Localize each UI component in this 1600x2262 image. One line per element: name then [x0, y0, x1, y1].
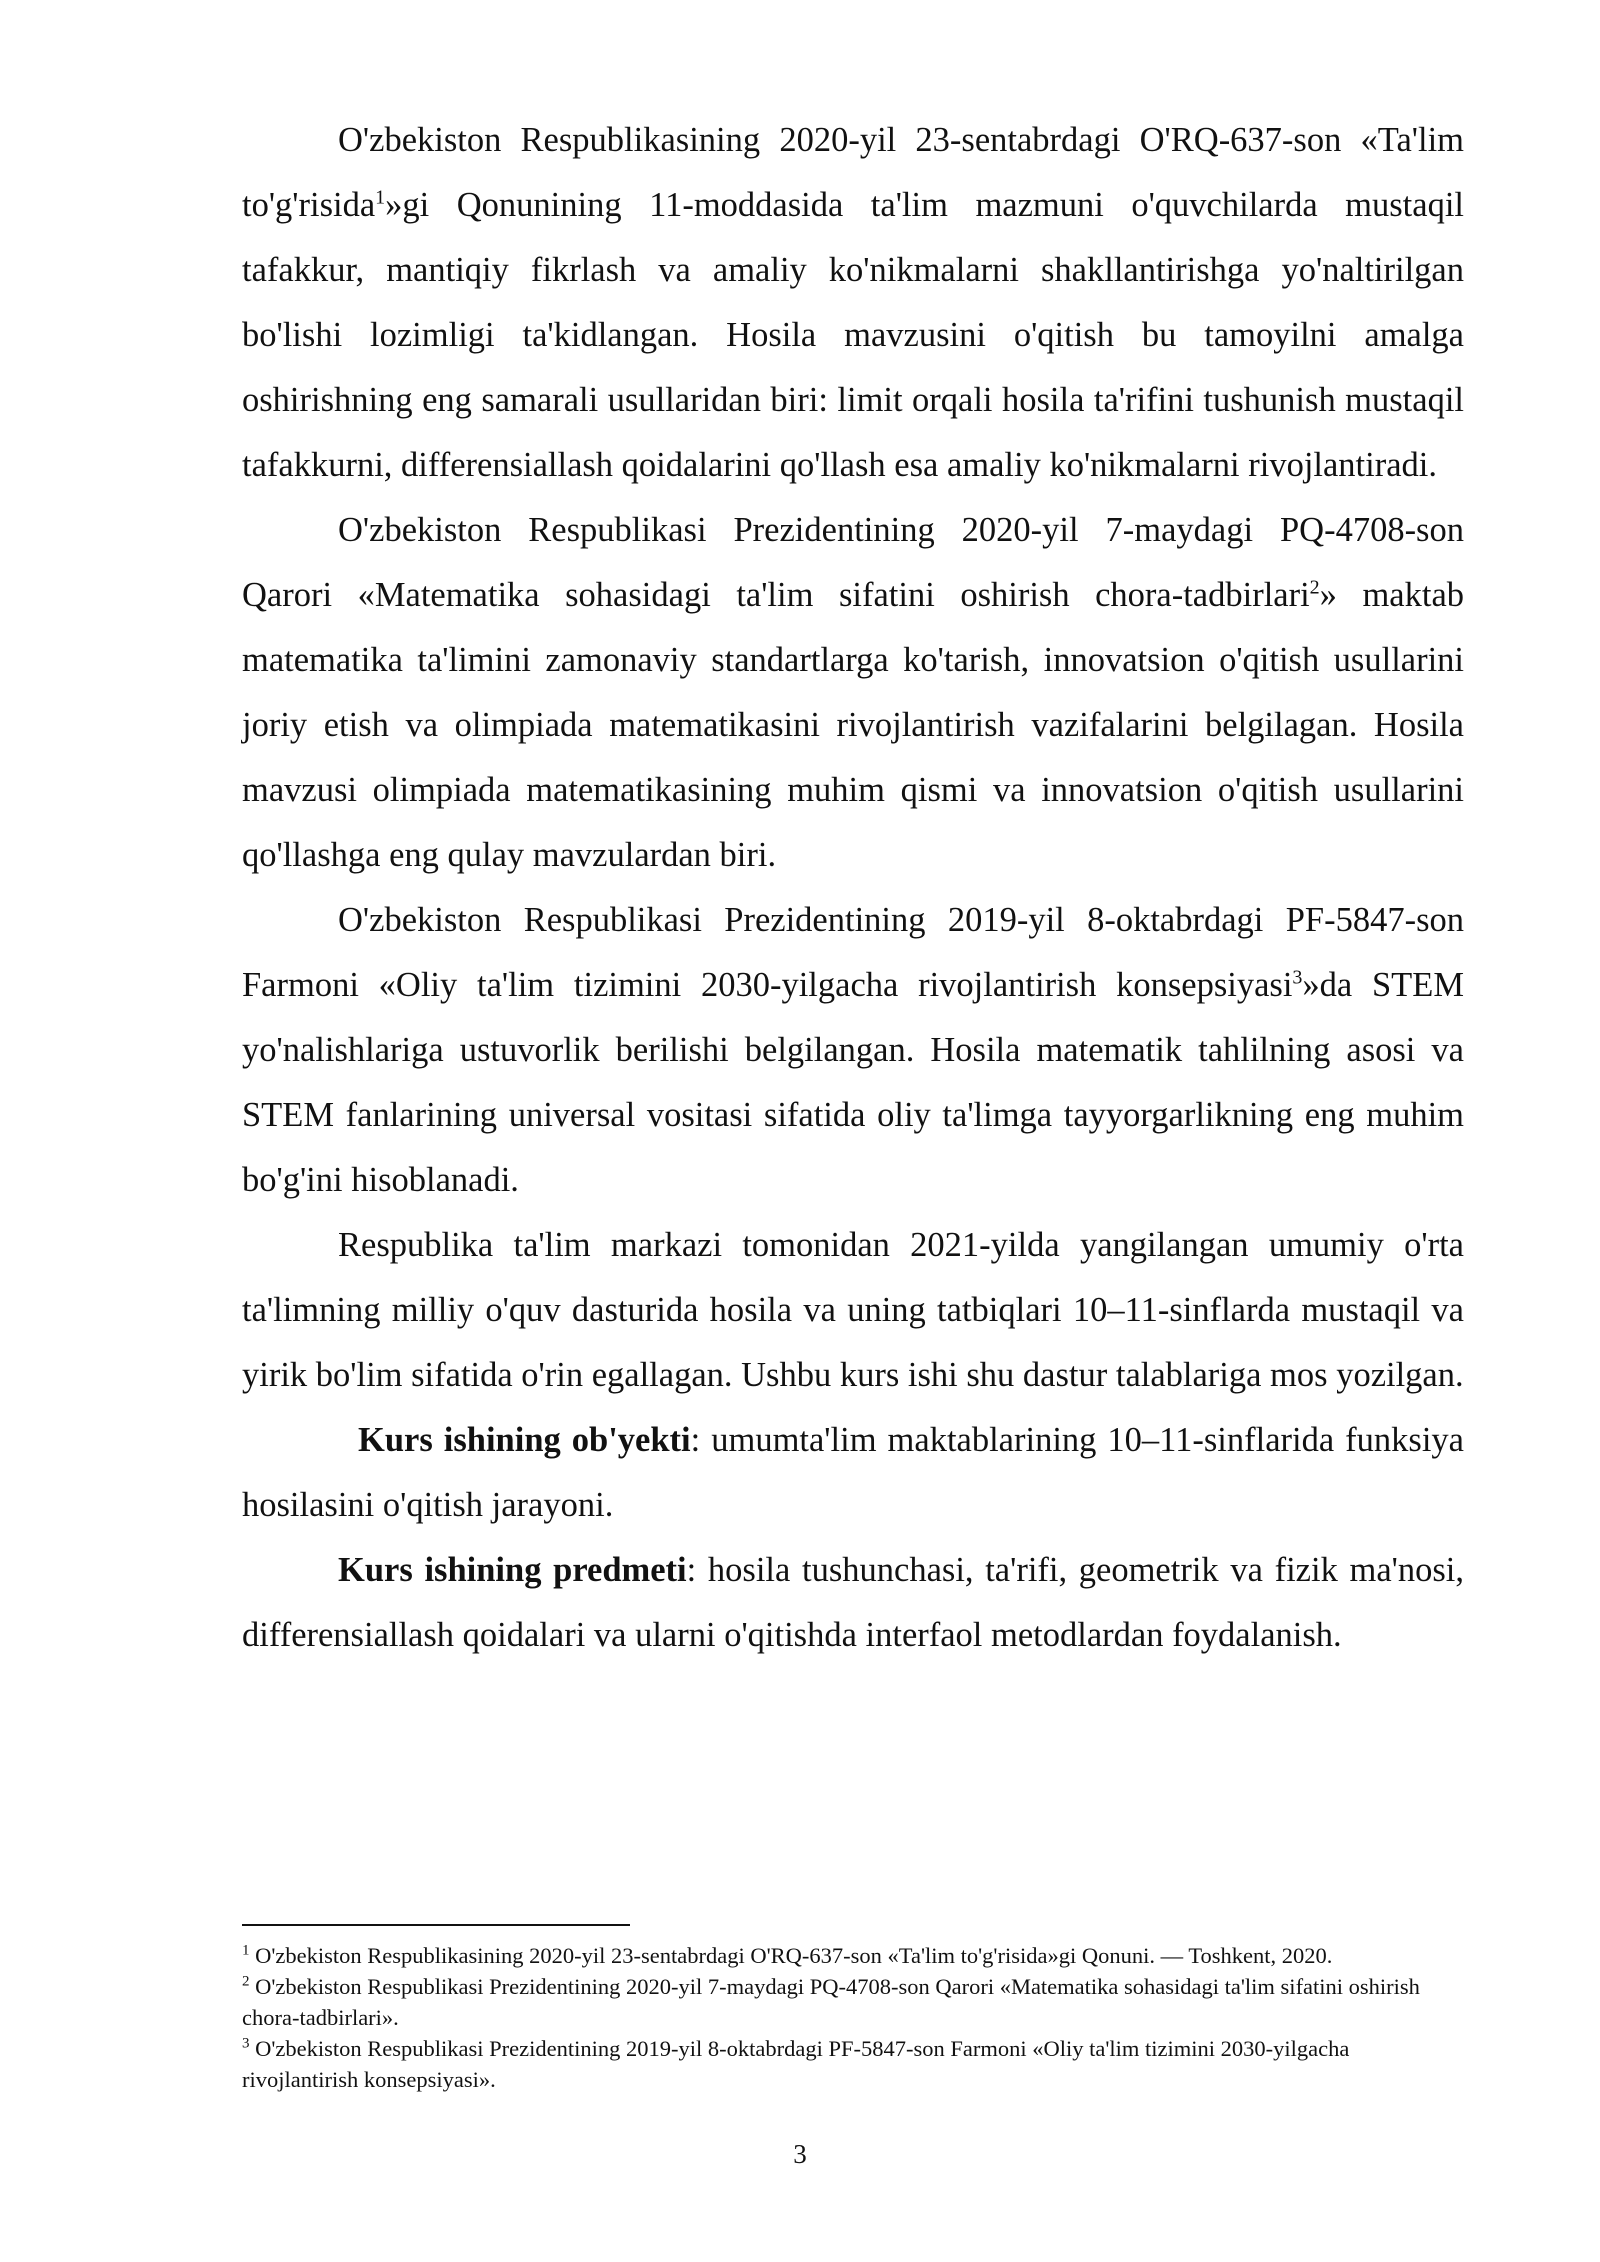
footnote-text: O'zbekiston Respublikasi Prezidentining 2019-yil 8-oktabrdagi PF-5847-son Farmoni «Oliy ta'lim tizimini 2030-yilgacha rivojlantirish konsepsiyasi».: [242, 2036, 1350, 2092]
term-subject: Kurs ishining predmeti: [338, 1551, 687, 1589]
body-text: [242, 108, 1464, 1668]
paragraph-text: O'zbekiston Respublikasining 2020-yil 23-sentabrdagi O'RQ-637-son «Ta'lim to'g'risida: [242, 121, 1464, 224]
footnote-3: [242, 2033, 1464, 2095]
paragraph-presidential-resolution: [242, 498, 1464, 888]
footnote-ref-2: 2: [1309, 576, 1320, 599]
footnote-text: O'zbekiston Respublikasi Prezidentining 2020-yil 7-maydagi PQ-4708-son Qarori «Matematika sohasidagi ta'lim sifatini oshirish chora-tadbirlari».: [242, 1974, 1420, 2030]
footnote-2: [242, 1971, 1464, 2033]
paragraph-course-object: [242, 1408, 1464, 1538]
page-number: 3: [793, 2139, 807, 2169]
paragraph-text: : umumta'lim maktablarining 10–11-sinflarida funksiya hosilasini o'qitish jarayoni.: [242, 1421, 1464, 1524]
paragraph-presidential-decree: [242, 888, 1464, 1213]
footnotes: [242, 1940, 1464, 2095]
paragraph-curriculum: [242, 1213, 1464, 1408]
paragraph-text: »da STEM yo'nalishlariga ustuvorlik berilishi belgilangan. Hosila matematik tahlilning asosi va STEM fanlarining universal vositasi sifatida oliy ta'limga tayyorgarlikning eng muhim bo'g'ini hisoblanadi.: [242, 966, 1464, 1199]
footnote-1: [242, 1940, 1464, 1971]
paragraph-text: » maktab matematika ta'limini zamonaviy standartlarga ko'tarish, innovatsion o'qitish usullarini joriy etish va olimpiada matematikasini rivojlantirish vazifalarini belgilagan. Hosila mavzusi olimpiada matematikasining muhim qismi va innovatsion o'qitish usullarini qo'llashga eng qulay mavzulardan biri.: [242, 576, 1465, 874]
paragraph-text: O'zbekiston Respublikasi Prezidentining 2020-yil 7-maydagi PQ-4708-son Qarori «Matematika sohasidagi ta'lim sifatini oshirish chora-tadbirlari: [242, 511, 1464, 614]
footnote-ref-3: 3: [1292, 966, 1303, 989]
footnote-number: 3: [242, 2035, 250, 2052]
paragraph-text: : hosila tushunchasi, ta'rifi, geometrik va fizik ma'nosi, differensiallash qoidalari va ularni o'qitishda interfaol metodlardan foydalanish.: [242, 1551, 1465, 1654]
paragraph-course-subject: [242, 1538, 1464, 1668]
footnote-number: 1: [242, 1942, 250, 1959]
paragraph-text: Respublika ta'lim markazi tomonidan 2021-yilda yangilangan umumiy o'rta ta'limning milliy o'quv dasturida hosila va uning tatbiqlari 10–11-sinflarda mustaqil va yirik bo'lim sifatida o'rin egallagan. Ushbu kurs ishi shu dastur talablariga mos yozilgan.: [242, 1226, 1464, 1394]
footnote-number: 2: [242, 1973, 250, 1990]
footnote-text: O'zbekiston Respublikasining 2020-yil 23-sentabrdagi O'RQ-637-son «Ta'lim to'g'risida»gi Qonuni. — Toshkent, 2020.: [249, 1943, 1333, 1968]
paragraph-text: »gi Qonunining 11-moddasida ta'lim mazmuni o'quvchilarda mustaqil tafakkur, mantiqiy fikrlash va amaliy ko'nikmalarni shakllantirishga yo'naltirilgan bo'lishi lozimligi ta'kidlangan. Hosila mavzusini o'qitish bu tamoyilni amalga oshirishning eng samarali usullaridan biri: limit orqali hosila ta'rifini tushunish mustaqil tafakkurni, differensiallash qoidalarini qo'llash esa amaliy ko'nikmalarni rivojlantiradi.: [242, 186, 1464, 484]
term-object: Kurs ishining ob'yekti: [358, 1421, 691, 1459]
paragraph-text: O'zbekiston Respublikasi Prezidentining 2019-yil 8-oktabrdagi PF-5847-son Farmoni «Oliy ta'lim tizimini 2030-yilgacha rivojlantirish konsepsiyasi: [242, 901, 1464, 1004]
footnote-separator: [242, 1924, 630, 1926]
paragraph-law-on-education: [242, 108, 1464, 498]
footnote-ref-1: 1: [375, 186, 386, 209]
indent-spacer: [338, 1421, 358, 1459]
